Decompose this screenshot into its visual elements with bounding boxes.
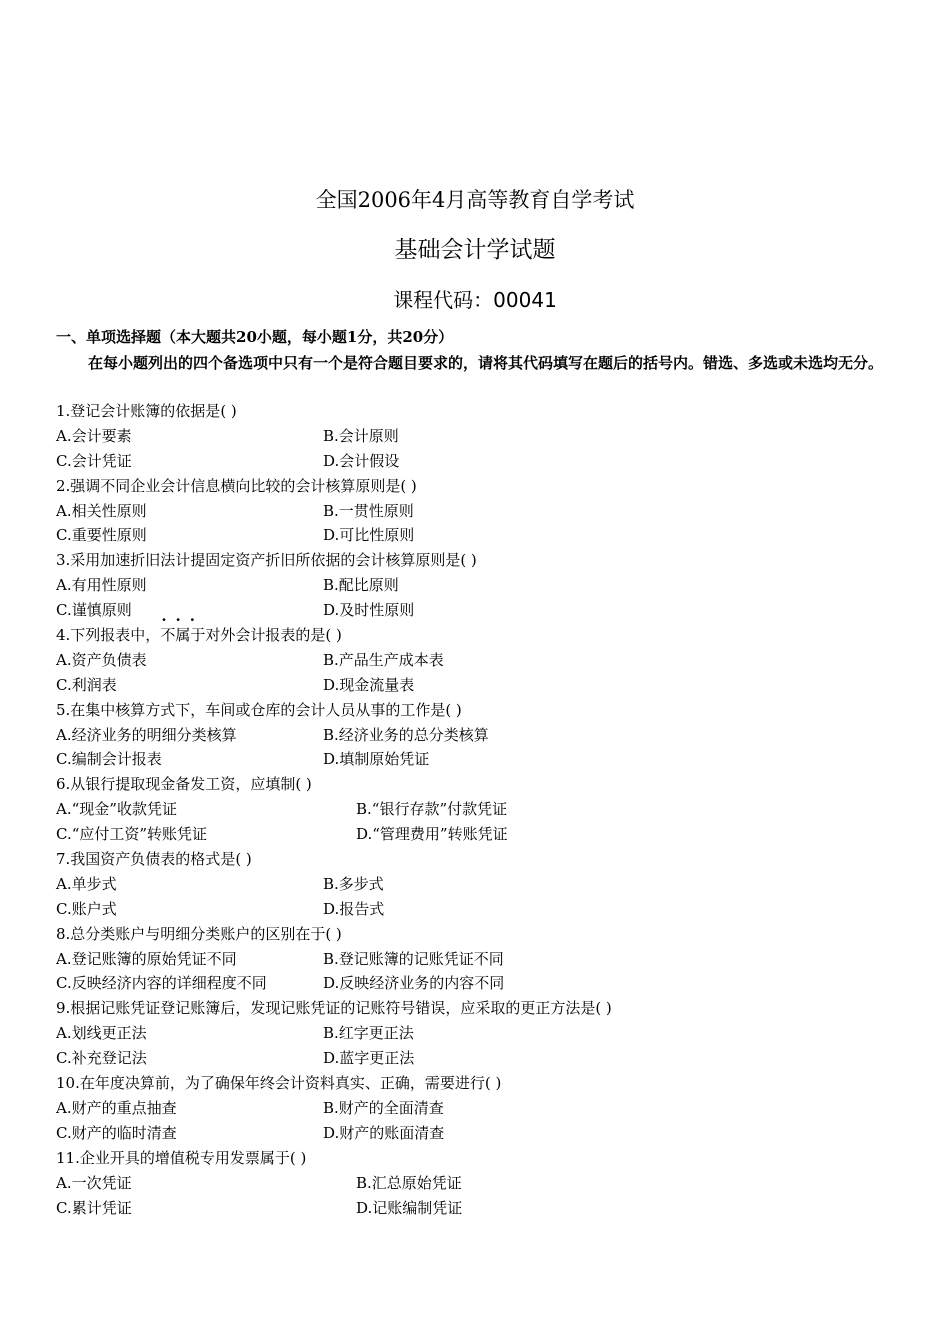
option-row <box>56 822 916 847</box>
option-a: A.“现金”收款凭证 <box>56 800 177 819</box>
question-stem <box>56 623 916 648</box>
option-row <box>56 747 916 772</box>
section-heading: 一、单项选择题（本大题共20小题，每小题1分，共20分） <box>56 328 454 346</box>
question-stem: 7.我国资产负债表的格式是( ) <box>56 850 252 869</box>
option-b: B.汇总原始凭证 <box>356 1173 462 1192</box>
option-a: A.登记账簿的原始凭证不同 <box>56 949 237 968</box>
option-row <box>56 947 916 972</box>
option-b: B.一贯性原则 <box>323 501 414 520</box>
option-a: A.单步式 <box>56 874 117 893</box>
option-row <box>56 499 916 524</box>
section-instruction: 在每小题列出的四个备选项中只有一个是符合题目要求的，请将其代码填写在题后的括号内。错选、多选或未选均无分。 <box>88 354 884 372</box>
option-d: D.会计假设 <box>323 451 400 470</box>
option-d: D.及时性原则 <box>323 601 415 620</box>
question-stem: 9.根据记账凭证登记账簿后，发现记账凭证的记账符号错误，应采取的更正方法是( ) <box>56 999 612 1018</box>
option-a: A.资产负债表 <box>56 650 147 669</box>
option-d: D.现金流量表 <box>323 675 415 694</box>
option-b: B.登记账簿的记账凭证不同 <box>323 949 504 968</box>
option-b: B.“银行存款”付款凭证 <box>356 800 508 819</box>
option-row <box>56 897 916 922</box>
option-d: D.财产的账面清查 <box>323 1123 445 1142</box>
option-c: C.利润表 <box>56 675 117 694</box>
option-c: C.会计凭证 <box>56 451 132 470</box>
option-c: C.“应付工资”转账凭证 <box>56 825 208 844</box>
option-row <box>56 1196 916 1221</box>
question-stem: 2.强调不同企业会计信息横向比较的会计核算原则是( ) <box>56 476 417 495</box>
option-a: A.一次凭证 <box>56 1173 132 1192</box>
option-b: B.配比原则 <box>323 576 399 595</box>
option-b: B.经济业务的总分类核算 <box>323 725 489 744</box>
option-b: B.红字更正法 <box>323 1024 414 1043</box>
option-c: C.补充登记法 <box>56 1049 147 1068</box>
stem-prefix: 4.下列报表中， <box>56 626 161 645</box>
option-b: B.产品生产成本表 <box>323 650 444 669</box>
option-c: C.账户式 <box>56 899 117 918</box>
option-d: D.“管理费用”转账凭证 <box>356 825 508 844</box>
question-list <box>56 399 916 1220</box>
exam-title: 全国2006年4月高等教育自学考试 <box>315 188 635 212</box>
option-d: D.填制原始凭证 <box>323 750 430 769</box>
option-row <box>56 971 916 996</box>
option-row <box>56 523 916 548</box>
question-stem: 11.企业开具的增值税专用发票属于( ) <box>56 1148 307 1167</box>
option-row <box>56 797 916 822</box>
subject-title: 基础会计学试题 <box>394 237 556 263</box>
option-d: D.报告式 <box>323 899 385 918</box>
option-a: A.划线更正法 <box>56 1024 147 1043</box>
question-stem: 8.总分类账户与明细分类账户的区别在于( ) <box>56 924 342 943</box>
option-d: D.记账编制凭证 <box>356 1198 463 1217</box>
option-a: A.会计要素 <box>56 426 132 445</box>
stem-suffix: 对外会计报表的是( ) <box>205 626 342 645</box>
option-c: C.编制会计报表 <box>56 750 162 769</box>
option-row <box>56 1096 916 1121</box>
emphasis-text: · · · 不属于 <box>160 623 205 648</box>
option-row <box>56 449 916 474</box>
option-row <box>56 723 916 748</box>
option-d: D.反映经济业务的内容不同 <box>323 974 505 993</box>
option-d: D.蓝字更正法 <box>323 1049 415 1068</box>
option-c: C.谨慎原则 <box>56 601 132 620</box>
option-row <box>56 872 916 897</box>
option-row <box>56 1046 916 1071</box>
option-b: B.会计原则 <box>323 426 399 445</box>
option-c: C.重要性原则 <box>56 526 147 545</box>
option-a: A.有用性原则 <box>56 576 147 595</box>
question-stem: 10.在年度决算前，为了确保年终会计资料真实、正确，需要进行( ) <box>56 1074 502 1093</box>
option-b: B.多步式 <box>323 874 384 893</box>
option-b: B.财产的全面清查 <box>323 1098 444 1117</box>
option-a: A.相关性原则 <box>56 501 147 520</box>
course-code: 课程代码：00041 <box>393 288 557 312</box>
question-stem: 3.采用加速折旧法计提固定资产折旧所依据的会计核算原则是( ) <box>56 551 477 570</box>
option-row <box>56 573 916 598</box>
question-stem: 1.登记会计账簿的依据是( ) <box>56 402 237 420</box>
option-row <box>56 1121 916 1146</box>
question-stem: 6.从银行提取现金备发工资，应填制( ) <box>56 775 312 794</box>
option-row <box>56 1021 916 1046</box>
option-row <box>56 673 916 698</box>
option-c: C.反映经济内容的详细程度不同 <box>56 974 267 993</box>
option-a: A.经济业务的明细分类核算 <box>56 725 237 744</box>
option-d: D.可比性原则 <box>323 526 415 545</box>
option-row <box>56 648 916 673</box>
option-a: A.财产的重点抽查 <box>56 1098 177 1117</box>
option-c: C.累计凭证 <box>56 1198 132 1217</box>
option-row <box>56 424 916 449</box>
option-row <box>56 1171 916 1196</box>
question-stem: 5.在集中核算方式下，车间或仓库的会计人员从事的工作是( ) <box>56 700 462 719</box>
option-c: C.财产的临时清查 <box>56 1123 177 1142</box>
